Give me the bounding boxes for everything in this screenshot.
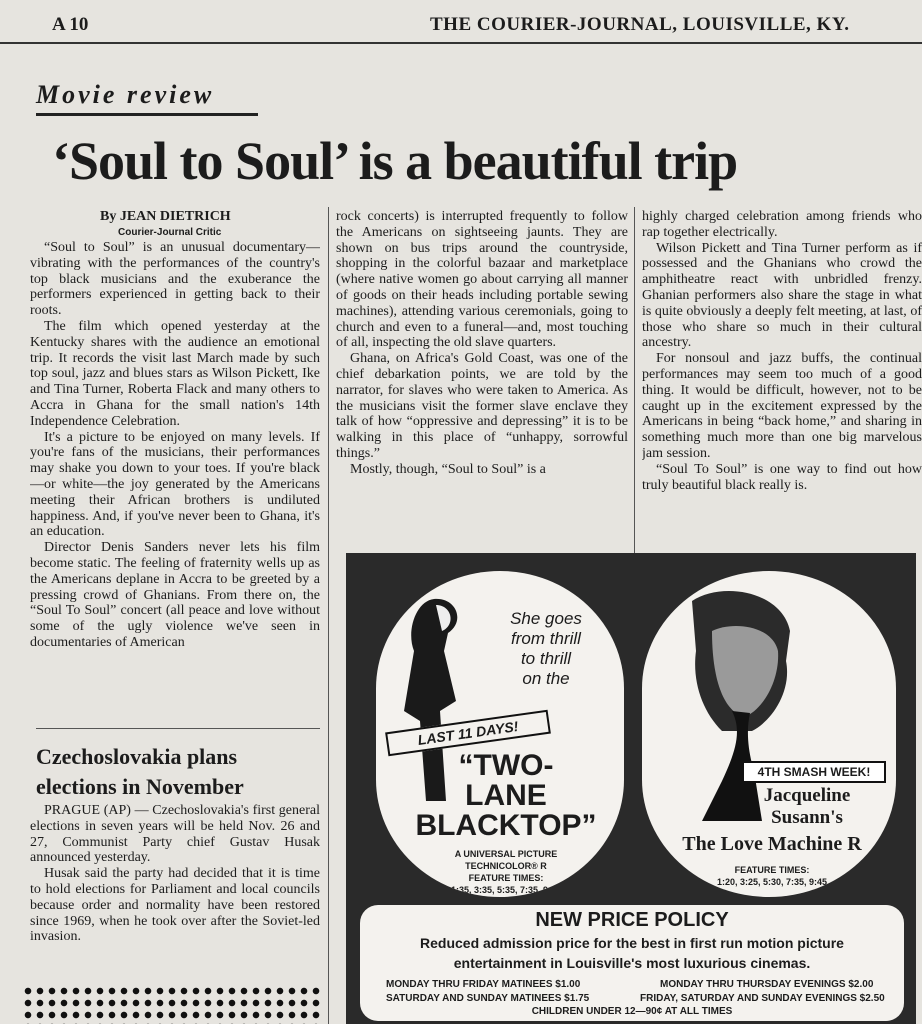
tagline-line: to thrill (520, 649, 572, 668)
article-credit: Courier-Journal Critic (118, 227, 222, 238)
paragraph: Mostly, though, “Soul to Soul” is a (350, 461, 546, 477)
paragraph: For nonsoul and jazz buffs, the continual performances may seem too much of a good thing. It would be difficult, however, not to be caught up in the excitement expressed by the Americans in being “back home,” and sharing in something much more than one big marvelous jam session. (642, 351, 922, 461)
tagline-line: on the (522, 669, 570, 688)
film-title-main: The Love Machine R (682, 833, 862, 855)
smash-week-ribbon: 4TH SMASH WEEK! (742, 761, 886, 783)
kicker-underline (36, 113, 258, 116)
film-title (396, 751, 616, 841)
paragraph: It's a picture to be enjoyed on many levels. If you're fans of the musicians, their performances may shake you down to your toes. If you're black—or white—the joy generated by the Americans meeting their African brothers is undiluted happiness. And, if you've never been to Ghana, it's an education. (30, 429, 320, 540)
article-column-3 (642, 209, 922, 559)
film-title (732, 785, 882, 829)
price-row: SATURDAY AND SUNDAY MATINEES $1.75 (386, 993, 590, 1004)
studio-credit: A UNIVERSAL PICTURE (454, 849, 558, 859)
paragraph: Ghana, on Africa's Gold Coast, was one of the chief debarkation points, we are told by the narrator, for slaves who were taken to America. As the musicians visit the former slave enclave they talk of how “oppressive and depressing” it is to be walking in this place of “unhappy, sorrowful things.” (336, 351, 628, 461)
film-title-line: LANE (465, 779, 547, 812)
policy-line: entertainment in Louisville's most luxurious cinemas. (453, 955, 811, 971)
paragraph: Wilson Pickett and Tina Turner perform as if possessed and the Ghanians who crowd the amphitheatre react with unbridled frenzy. Ghanian performers also share the stage in what is quite obviously a deeply felt meeting, at last, of those who share so much in their cultural ancestry. (642, 240, 922, 351)
brief-headline-line: elections in November (36, 774, 244, 799)
price-row: MONDAY THRU THURSDAY EVENINGS $2.00 (660, 979, 874, 990)
paragraph: Husak said the party had decided that it is time to hold elections for Parliament and local councils because order and normality have been restored since 1969, when he took over after the Soviet-led invasion. (30, 866, 320, 945)
article-headline: ‘Soul to Soul’ is a beautiful trip (52, 131, 738, 191)
tagline-line: from thrill (511, 629, 581, 648)
paragraph: Director Denis Sanders never lets his film become static. The feeling of fraternity wells up as the Americans deplane in Accra to be greeted by a pressing crowd of Ghanians. From there on, the “Soul To Soul” concert (all peace and love without some of the ugly violence we've seen in documentaries of American (30, 540, 320, 650)
paragraph: highly charged celebration among friends who rap together electrically. (642, 209, 922, 240)
article-byline: By JEAN DIETRICH (100, 209, 231, 224)
article-column-1 (30, 240, 320, 722)
brief-headline (36, 742, 316, 802)
feature-times: 1:20, 3:25, 5:30, 7:35, 9:45 (716, 877, 828, 887)
price-policy-box (360, 905, 904, 1021)
paragraph: The film which opened yesterday at the Kentucky shares with the audience an emotional trip. It records the visit last March made by such top soul, jazz and blues stars as Wilson Pickett, Ike and Tina Turner, Roberta Flack and many others to Accra in Ghana for the small nation's 14th Independence Celebration. (30, 318, 320, 429)
section-rule (36, 728, 320, 729)
last-days-ribbon: LAST 11 DAYS! (385, 710, 551, 757)
tagline-line: She goes (510, 609, 582, 628)
paragraph: rock concerts) is interrupted frequently to follow the Americans on sightseeing jaunts. They are shown on bus trips around the countryside, shopping in the colorful bazaar and marketplace (where native women go about carrying all manner of goods on their heads including portable sewing machines), attending various ceremonials, going to church and even to a funeral—and, most touching of all, inspecting the old slave quarters. (336, 209, 628, 351)
film-title-line: “TWO- (458, 749, 554, 782)
dotted-ad-border (22, 985, 322, 1024)
feature-times-label: FEATURE TIMES: (734, 865, 810, 875)
brief-headline-line: Czechoslovakia plans (36, 744, 238, 769)
brief-body (30, 803, 320, 978)
masthead: THE COURIER-JOURNAL, LOUISVILLE, KY. (430, 14, 850, 35)
process-credit: TECHNICOLOR® R (465, 861, 547, 871)
column-divider (328, 207, 329, 1024)
paragraph: PRAGUE (AP) — Czechoslovakia's first general elections in seven years will be held Nov. 26 and 27, Communist Party chief Gustav Husak announced yesterday. (30, 803, 320, 866)
paragraph: “Soul to Soul” is an unusual documentary—vibrating with the performances of the country's top black musicians and the exuberance the performers experienced in getting back to their roots. (30, 240, 320, 319)
price-row: MONDAY THRU FRIDAY MATINEES $1.00 (386, 979, 581, 990)
feature-times-label: FEATURE TIMES: (468, 873, 544, 883)
cinema-advertisement (346, 553, 916, 1024)
feature-times: 1:35, 3:35, 5:35, 7:35, 9:35 (450, 885, 562, 895)
love-machine-panel (642, 571, 896, 897)
article-column-2 (336, 209, 628, 559)
section-kicker: Movie review (36, 80, 215, 109)
column-divider (634, 207, 635, 553)
film-title-line: Jacqueline (763, 785, 851, 806)
paragraph: “Soul To Soul” is one way to find out how truly beautiful black really is. (642, 461, 922, 493)
film-title-line: Susann's (771, 807, 843, 828)
policy-line: Reduced admission price for the best in first run motion picture (420, 935, 844, 951)
page-number: A 10 (52, 14, 89, 35)
price-row: CHILDREN UNDER 12—90¢ AT ALL TIMES (531, 1006, 733, 1017)
policy-title: NEW PRICE POLICY (535, 909, 729, 931)
price-row: FRIDAY, SATURDAY AND SUNDAY EVENINGS $2.50 (640, 993, 885, 1004)
film-title-line: BLACKTOP” (415, 809, 597, 842)
two-lane-blacktop-panel (376, 571, 624, 897)
